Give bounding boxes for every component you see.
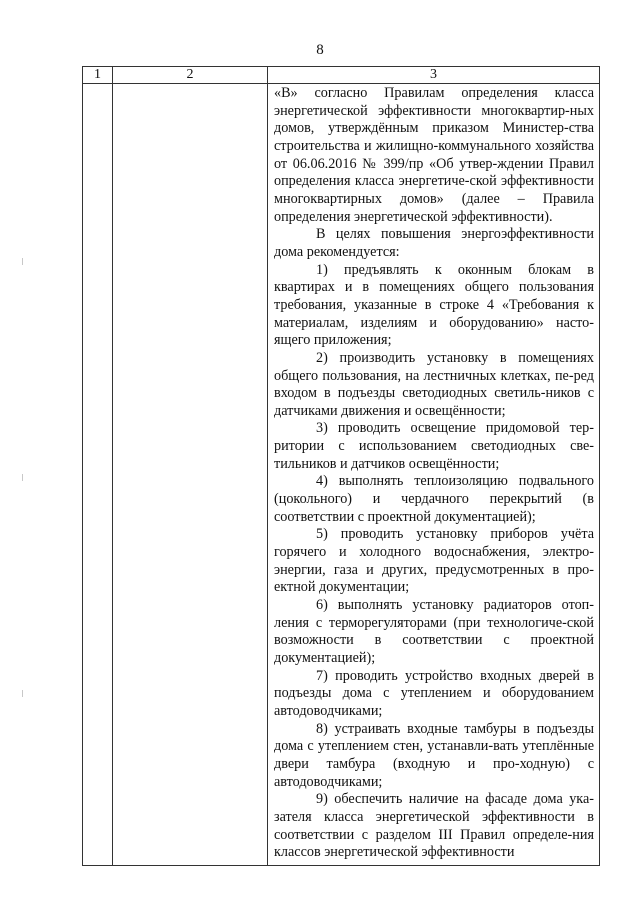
column-3-cell bbox=[268, 84, 600, 866]
list-item: 6) выполнять установку радиаторов отоп-ления с терморегуляторами (при технологиче-ской возможности в соответствии с проектной документацией); bbox=[274, 597, 594, 666]
scan-margin-mark bbox=[22, 474, 23, 481]
document-table bbox=[82, 66, 600, 866]
list-item: 2) производить установку в помещениях общего пользования, на лестничных клетках, пе-ред входом в подъезды светодиодных светиль-ников с датчиками движения и освещённости; bbox=[274, 349, 594, 419]
column-header-2: 2 bbox=[113, 67, 268, 84]
paragraph-recommendations-intro: В целях повышения энергоэффективности дома рекомендуется: bbox=[274, 226, 594, 260]
table-row bbox=[83, 84, 600, 866]
column-1-cell bbox=[83, 84, 113, 866]
list-item: 5) проводить установку приборов учёта горячего и холодного водоснабжения, электро-энергии, газа и других, предусмотренных в про-ектной документации; bbox=[274, 526, 594, 596]
column-header-1: 1 bbox=[83, 67, 113, 84]
scan-margin-mark bbox=[22, 258, 23, 265]
list-item: 8) устраивать входные тамбуры в подъезды дома с утеплением стен, устанавли-вать утеплённые двери тамбура (входную и про-ходную) с автодоводчиками; bbox=[274, 720, 594, 790]
list-item: 9) обеспечить наличие на фасаде дома ука-зателя класса энергетической эффективности в соответствии с разделом III Правил определе-ния классов энергетической эффективности bbox=[274, 791, 594, 861]
scan-margin-mark bbox=[22, 690, 23, 697]
list-item: 7) проводить устройство входных дверей в подъезды дома с утеплением и оборудованием автодоводчиками; bbox=[274, 667, 594, 719]
list-item: 3) проводить освещение придомовой тер-ритории с использованием светодиодных све-тильников и датчиков освещённости; bbox=[274, 420, 594, 472]
column-header-3: 3 bbox=[268, 67, 600, 84]
list-item: 4) выполнять теплоизоляцию подвального (цокольного) и чердачного перекрытий (в соответствии с проектной документацией); bbox=[274, 473, 594, 525]
column-2-cell bbox=[113, 84, 268, 866]
list-item: 1) предъявлять к оконным блокам в квартирах и в помещениях общего пользования требования, указанные в строке 4 «Требования к материалам, изделиям и оборудованию» насто-ящего приложения; bbox=[274, 261, 594, 349]
page-number: 8 bbox=[316, 42, 324, 58]
paragraph-energy-class: «В» согласно Правилам определения класса энергетической эффективности многоквартир-ных домов, утверждённым приказом Министер-ства строительства и жилищно-коммунального хозяйства от 06.06.2016 № 399/пр «Об утвер-ждении Правил определения класса энергетиче-ской эффективности многоквартирных домов» (далее – Правила определения энергетической эффективности). bbox=[274, 85, 594, 225]
table-header-row bbox=[83, 67, 600, 84]
